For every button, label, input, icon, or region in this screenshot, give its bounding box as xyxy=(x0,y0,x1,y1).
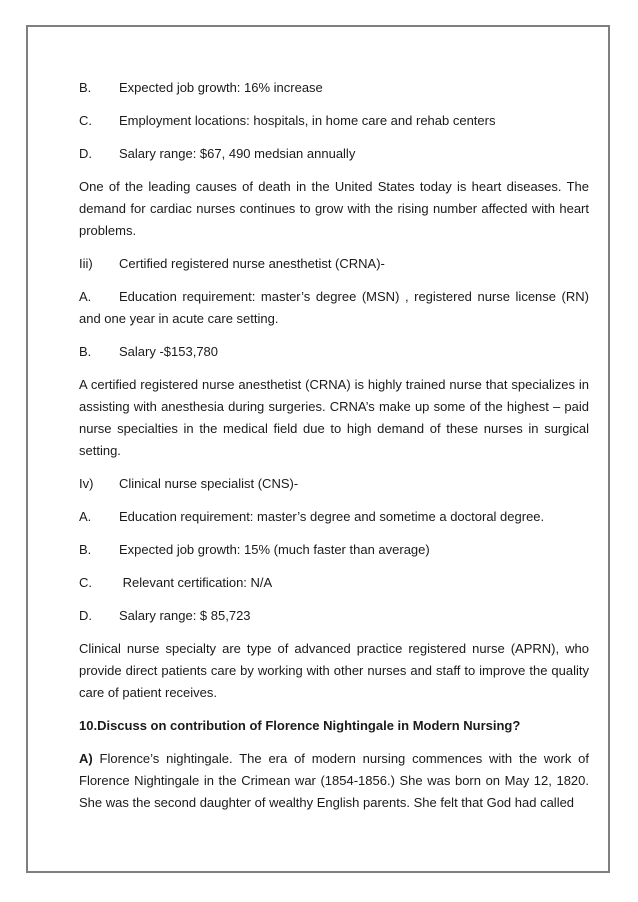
list-item-text: Education requirement: master’s degree and sometime a doctoral degree. xyxy=(119,509,545,524)
list-item xyxy=(79,572,589,594)
paragraph: A certified registered nurse anesthetist (CRNA) is highly trained nurse that specializes in assisting with anesthesia during surgeries. CRNA’s make up some of the highest – paid nurse specialties in the medical field due to high demand of these nurses in surgical setting. xyxy=(79,377,589,458)
paragraph xyxy=(79,748,589,814)
document-page xyxy=(26,25,610,873)
page-content xyxy=(79,77,589,825)
list-item-text: Employment locations: hospitals, in home care and rehab centers xyxy=(119,113,496,128)
paragraph: One of the leading causes of death in the United States today is heart diseases. The demand for cardiac nurses continues to grow with the rising number affected with heart problems. xyxy=(79,179,589,238)
list-item-label: A. xyxy=(79,509,92,524)
list-item-text: Salary range: $67, 490 medsian annually xyxy=(119,146,356,161)
list-item-label: Iii) xyxy=(79,256,93,271)
paragraph-text: Florence’s nightingale. The era of modern nursing commences with the work of Florence Nightingale in the Crimean war (1854-1856.) She was born on May 12, 1820. She was the second daughter of wealthy English parents. She felt that God had called xyxy=(79,751,589,810)
list-item xyxy=(79,110,589,132)
list-item-text: Relevant certification: N/A xyxy=(119,575,273,590)
list-item xyxy=(79,341,589,363)
list-item xyxy=(79,506,589,528)
section-heading: 10.Discuss on contribution of Florence Nightingale in Modern Nursing? xyxy=(79,718,521,733)
list-item xyxy=(79,605,589,627)
list-item-label: B. xyxy=(79,80,92,95)
list-item-label: D. xyxy=(79,146,92,161)
list-item-text: Education requirement: master’s degree (MSN) , registered nurse license (RN) and one year in acute care setting. xyxy=(79,289,589,326)
list-item-label: C. xyxy=(79,113,92,128)
list-item xyxy=(79,473,589,495)
list-item-text: Certified registered nurse anesthetist (CRNA)- xyxy=(119,256,385,271)
list-item-text: Salary range: $ 85,723 xyxy=(119,608,251,623)
paragraph: Clinical nurse specialty are type of advanced practice registered nurse (APRN), who provide direct patients care by working with other nurses and staff to improve the quality care of patient receives. xyxy=(79,641,589,700)
list-item xyxy=(79,539,589,561)
list-item xyxy=(79,77,589,99)
list-item-text: Salary -$153,780 xyxy=(119,344,219,359)
list-item-label: B. xyxy=(79,344,92,359)
paragraph-lead: A) xyxy=(79,751,93,766)
list-item-text: Expected job growth: 16% increase xyxy=(119,80,323,95)
list-item-label: D. xyxy=(79,608,92,623)
list-item-label: C. xyxy=(79,575,92,590)
list-item xyxy=(79,253,589,275)
list-item-text: Clinical nurse specialist (CNS)- xyxy=(119,476,299,491)
list-item-text: Expected job growth: 15% (much faster than average) xyxy=(119,542,430,557)
list-item-label: B. xyxy=(79,542,92,557)
list-item-wrapped xyxy=(79,286,589,330)
list-item xyxy=(79,143,589,165)
list-item-label: Iv) xyxy=(79,476,94,491)
list-item-label: A. xyxy=(79,289,92,304)
